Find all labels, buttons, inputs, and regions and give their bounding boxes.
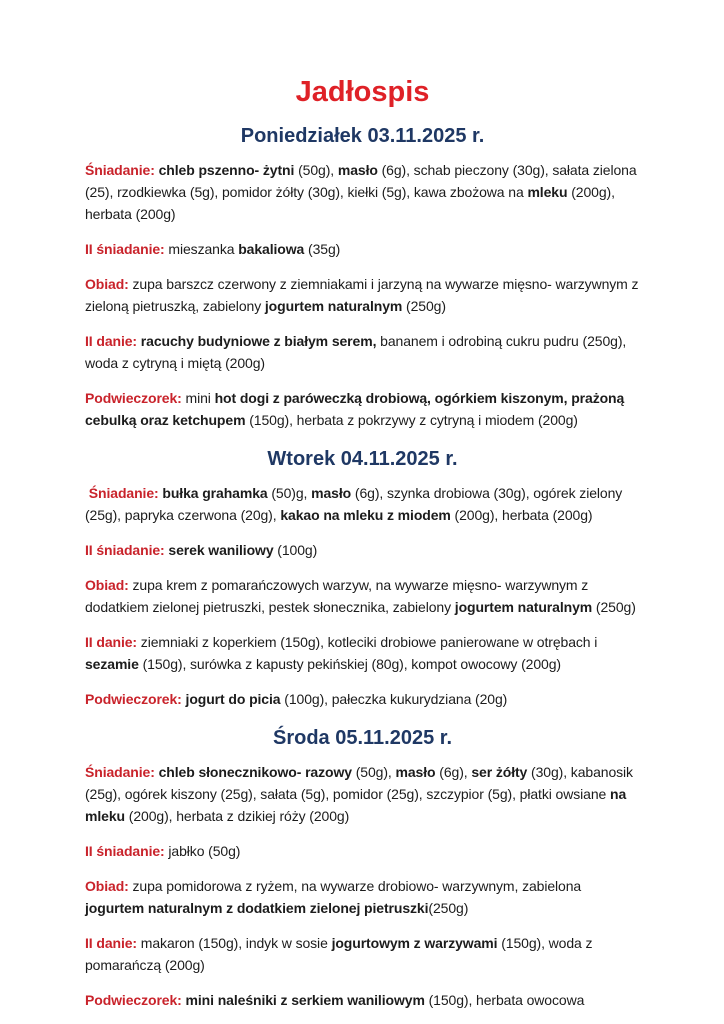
document-title: Jadłospis [295, 76, 430, 108]
meal-text: mini [185, 390, 215, 406]
meal-paragraph [85, 631, 640, 675]
meal-label: II śniadanie: [85, 843, 169, 859]
meal-label: Śniadanie: [85, 764, 159, 780]
meal-label: II danie: [85, 935, 141, 951]
meal-label: Podwieczorek: [85, 390, 186, 406]
meal-text: (150g), herbata owocowa [424, 992, 585, 1008]
meal-label: Podwieczorek: [85, 992, 186, 1008]
meal-text-bold: sezamie [85, 656, 139, 672]
meal-label: Obiad: [85, 577, 133, 593]
meal-text: zupa barszcz czerwony z ziemniakami i jarzyną na wywarze mięsno- warzywnym z zieloną pietruszką, zabielony [85, 276, 639, 314]
day-heading: Wtorek 04.11.2025 r. [267, 448, 458, 470]
meal-paragraph [85, 989, 640, 1011]
meal-paragraph [85, 840, 640, 862]
menu-days [85, 125, 640, 1011]
meal-text-bold: chleb słonecznikowo- razowy [158, 764, 352, 780]
meal-text: (50g), [294, 162, 338, 178]
meal-paragraph [85, 273, 640, 317]
meal-label: II danie: [85, 634, 141, 650]
meal-text: (50g), [351, 764, 396, 780]
meal-text-bold: jogurtem naturalnym [454, 599, 593, 615]
meal-text-bold: hot dogi z paróweczką drobiową, ogórkiem kiszonym, prażoną cebulką oraz ketchupem [85, 390, 625, 428]
meal-text-bold: masło [395, 764, 436, 780]
meal-text-bold: jogurtem naturalnym z dodatkiem zielonej pietruszki [85, 900, 429, 916]
meal-text-bold: kakao na mleku z miodem [280, 507, 451, 523]
meal-text: zupa pomidorowa z ryżem, na wywarze drobiowo- warzywnym, zabielona [132, 878, 582, 894]
meal-text-bold: racuchy budyniowe z białym serem, [140, 333, 377, 349]
meal-paragraph [85, 574, 640, 618]
meal-text: ziemniaki z koperkiem (150g), kotleciki drobiowe panierowane w otrębach i [140, 634, 598, 650]
meal-text-bold: na mleku [85, 786, 627, 824]
meal-text: bananem i odrobiną cukru pudru (250g), woda z cytryną i miętą (200g) [85, 333, 627, 371]
meal-text-bold: jogurt do picia [185, 691, 281, 707]
meal-paragraph [85, 159, 640, 225]
meal-text: (6g), schab pieczony (30g), sałata zielona (25), rzodkiewka (5g), pomidor żółty (30g), kiełki (5g), kawa zbożowa na [85, 162, 637, 200]
meal-text: (250g) [402, 298, 446, 314]
meal-label: II śniadanie: [85, 542, 169, 558]
meal-label: Śniadanie: [85, 485, 163, 501]
meal-text: (150g), surówka z kapusty pekińskiej (80g), kompot owocowy (200g) [138, 656, 561, 672]
meal-text-bold: mleku [527, 184, 568, 200]
meal-label: Śniadanie: [85, 162, 159, 178]
meal-text: jabłko (50g) [168, 843, 241, 859]
meal-text-bold: jogurtem naturalnym [264, 298, 403, 314]
meal-label: Podwieczorek: [85, 691, 186, 707]
meal-text-bold: masło [337, 162, 378, 178]
meal-text: (30g), kabanosik (25g), ogórek kiszony (25g), sałata (5g), pomidor (25g), szczypior (5g), płatki owsiane [85, 764, 633, 802]
day-heading: Poniedziałek 03.11.2025 r. [240, 125, 485, 147]
meal-paragraph [85, 330, 640, 374]
meal-paragraph [85, 238, 640, 260]
meal-text-bold: masło [311, 485, 352, 501]
meal-text: (50)g, [267, 485, 312, 501]
meal-text: (150g), woda z pomarańczą (200g) [85, 935, 593, 973]
meal-paragraph [85, 932, 640, 976]
meal-paragraph [85, 482, 640, 526]
meal-label: II śniadanie: [85, 241, 169, 257]
meal-label: Obiad: [85, 878, 133, 894]
meal-text-bold: serek waniliowy [168, 542, 274, 558]
meal-paragraph [85, 539, 640, 561]
meal-text: (250g) [592, 599, 636, 615]
meal-paragraph [85, 761, 640, 827]
meal-text: (250g) [428, 900, 469, 916]
meal-text: zupa krem z pomarańczowych warzyw, na wywarze mięsno- warzywnym z dodatkiem zielonej pietruszki, pestek słonecznika, zabielony [85, 577, 589, 615]
meal-text: makaron (150g), indyk w sosie [140, 935, 332, 951]
meal-text: (6g), [435, 764, 472, 780]
meal-text: (100g), pałeczka kukurydziana (20g) [280, 691, 508, 707]
meal-text: (100g) [273, 542, 318, 558]
meal-label: Obiad: [85, 276, 133, 292]
meal-text-bold: jogurtowym z warzywami [331, 935, 498, 951]
meal-text: (6g), szynka drobiowa (30g), ogórek zielony (25g), papryka czerwona (20g), [85, 485, 623, 523]
meal-text: mieszanka [168, 241, 239, 257]
meal-label: II danie: [85, 333, 141, 349]
meal-text-bold: bułka grahamka [162, 485, 268, 501]
meal-text: (35g) [304, 241, 341, 257]
meal-text-bold: chleb pszenno- żytni [158, 162, 295, 178]
meal-text-bold: mini naleśniki z serkiem waniliowym [185, 992, 425, 1008]
meal-text: (200g), herbata (200g) [450, 507, 593, 523]
meal-text-bold: bakaliowa [238, 241, 305, 257]
meal-text-bold: ser żółty [471, 764, 528, 780]
meal-paragraph [85, 875, 640, 919]
meal-text: (150g), herbata z pokrzywy z cytryną i miodem (200g) [245, 412, 578, 428]
day-heading: Środa 05.11.2025 r. [272, 727, 453, 749]
meal-paragraph [85, 387, 640, 431]
meal-text: (200g), herbata (200g) [85, 184, 615, 222]
meal-paragraph [85, 688, 640, 710]
meal-text: (200g), herbata z dzikiej róży (200g) [124, 808, 350, 824]
